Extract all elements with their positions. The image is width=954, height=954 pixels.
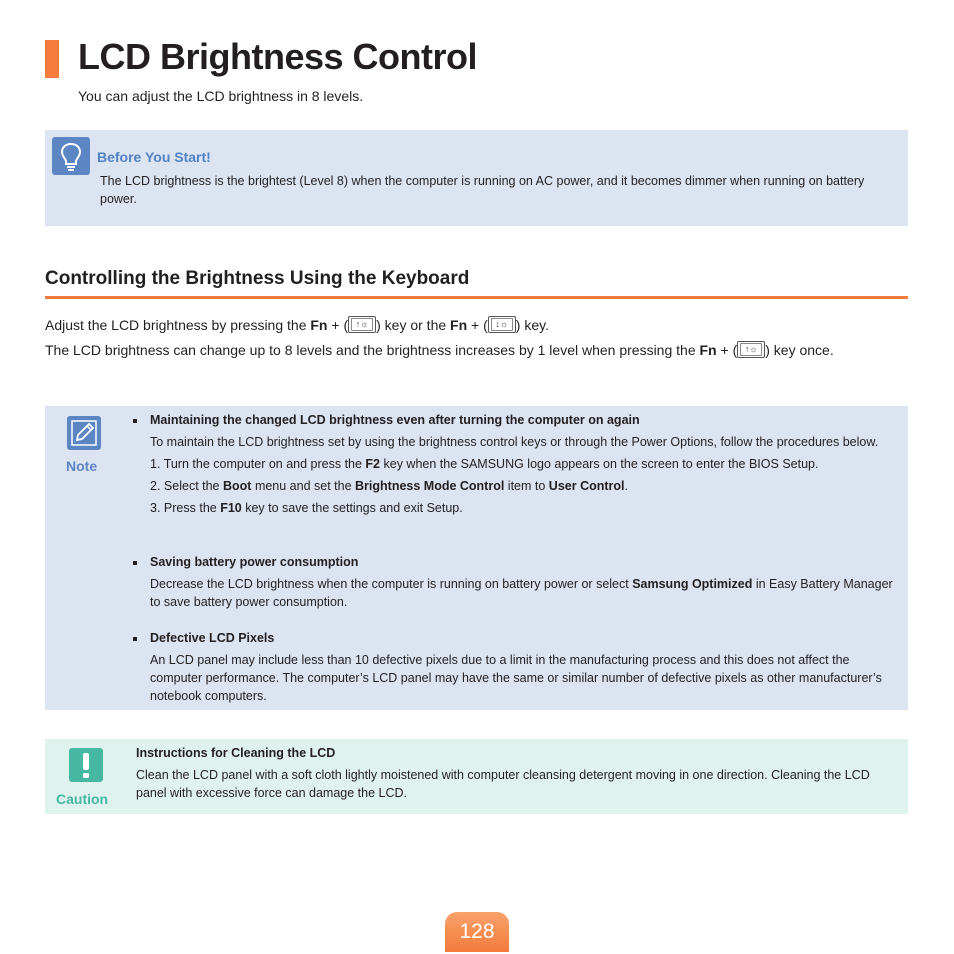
note-step-2: 2. Select the Boot menu and set the Brightness Mode Control item to User Control. [150,479,628,493]
page-title: LCD Brightness Control [78,36,477,77]
lightbulb-icon [52,137,90,175]
note-bullet-battery: Saving battery power consumption Decrease the LCD brightness when the computer is running on battery power or select Samsung Optimized in Easy Battery Manager to save battery power consumption. [132,553,902,611]
note-bullet-pixels: Defective LCD Pixels An LCD panel may include less than 10 defective pixels due to a limit in the manufacturing process and this does not affect the computer performance. The computer’s LCD panel may have the same or similar number of defective pixels as other manufacturer’s notebook computers. [132,629,902,705]
caution-box [45,739,908,814]
note-step-1: 1. Turn the computer on and press the F2 key when the SAMSUNG logo appears on the screen to enter the BIOS Setup. [150,457,819,471]
section-heading: Controlling the Brightness Using the Keyboard [45,268,470,289]
brightness-up-key-icon: ↑☼ [348,316,376,333]
paragraph-keys: Adjust the LCD brightness by pressing the Fn + ( ↑☼ ) key or the Fn + ( ↓☼ ) key. [45,317,549,333]
page-number: 128 [459,920,495,943]
before-you-start-box [45,130,908,226]
caution-content [136,744,896,802]
page-subtitle: You can adjust the LCD brightness in 8 levels. [78,88,364,104]
note-step-3: 3. Press the F10 key to save the settings and exit Setup. [150,501,463,515]
brightness-up-key-icon: ↑☼ [737,341,765,358]
before-you-start-text: The LCD brightness is the brightest (Level 8) when the computer is running on AC power, and it becomes dimmer when running on battery power. [100,174,865,206]
caution-title: Instructions for Cleaning the LCD [136,746,336,760]
section-divider [45,296,908,299]
brightness-down-key-icon: ↓☼ [488,316,516,333]
before-you-start-heading: Before You Start! [97,149,211,165]
caution-text: Clean the LCD panel with a soft cloth lightly moistened with computer cleansing detergent moving in one direction. Cleaning the LCD panel with excessive force can damage the LCD. [136,768,870,800]
exclamation-icon [69,748,103,782]
note-bullet-brightness: Maintaining the changed LCD brightness even after turning the computer on again To maintain the LCD brightness set by using the brightness control keys or through the Power Options, follow the procedures below. 1. Turn the computer on and press the F2 key when the SAMSUNG logo appears on the screen to enter the BIOS Setup. 2. Select the Boot menu and set the Brightness Mode Control item to User Control. 3. Press the F10 key to save the settings and exit Setup. [132,411,902,517]
paragraph-levels: The LCD brightness can change up to 8 levels and the brightness increases by 1 level when pressing the Fn + ( ↑☼ ) key once. [45,342,834,358]
page-number-tab [445,912,509,952]
note-box [45,406,908,710]
caution-label: Caution [56,791,109,807]
title-accent-bar [45,40,59,78]
note-label: Note [66,458,98,474]
pencil-note-icon [67,416,101,450]
